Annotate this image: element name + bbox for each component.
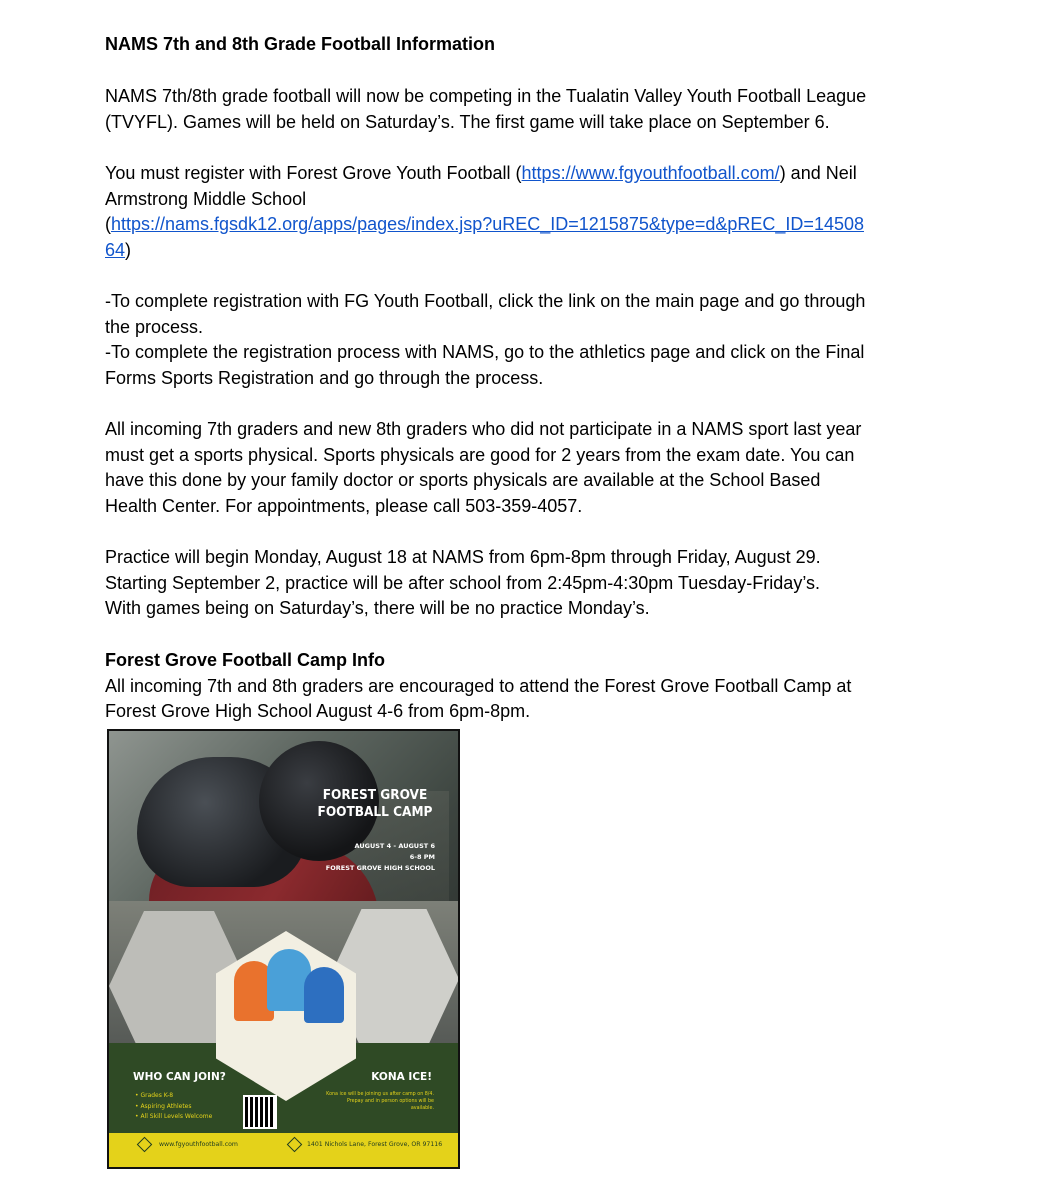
bullet-text: All Skill Levels Welcome [140,1113,213,1120]
flyer-date: AUGUST 4 - AUGUST 6 [354,842,435,850]
register-text: You must register with Forest Grove Youth Football ( [105,163,522,183]
fg-youth-football-link[interactable]: https://www.fgyouthfootball.com/ [521,163,780,183]
flyer-details [315,841,435,874]
flyer-address: 1401 Nichols Lane, Forest Grove, OR 97116 [307,1141,443,1148]
bullet-item: • Aspiring Athletes [135,1102,192,1110]
bullet-text: Grades K-8 [140,1092,174,1099]
physical-line-4: Health Center. For appointments, please call 503-359-4057. [105,495,583,516]
flyer-title-line-2: FOOTBALL CAMP [317,804,433,820]
camp-line-2: Forest Grove High School August 4-6 from 6pm-8pm. [105,701,531,721]
physical-line-1: All incoming 7th graders and new 8th graders who did not participate in a NAMS sport last year [105,419,862,439]
camp-flyer-image [107,729,460,1169]
flyer-location: FOREST GROVE HIGH SCHOOL [325,864,435,872]
camp-heading: Forest Grove Football Camp Info [105,650,386,670]
flyer-time: 6-8 PM [409,853,435,861]
practice-line-2: Starting September 2, practice will be after school from 2:45pm-4:30pm Tuesday-Friday’s. [105,572,820,593]
kona-ice-text: Kona ice will be joining us after camp on 8/4. Prepay and in person options will be available. [326,1092,434,1111]
nams-link-continued[interactable]: 64 [105,239,126,260]
who-can-join-heading: WHO CAN JOIN? [133,1071,226,1083]
qr-code-icon [243,1095,277,1129]
flyer-title-line-1: FOREST GROVE [322,787,428,803]
nams-link[interactable]: https://nams.fgsdk12.org/apps/pages/index.jsp?uREC_ID=1215875&type=d&pREC_ID=14508 [111,214,864,234]
intro-line-1: NAMS 7th/8th grade football will now be competing in the Tualatin Valley Youth Football League [105,86,867,106]
bullet-text: Aspiring Athletes [140,1102,192,1110]
register-text-end: ) and Neil [779,163,857,183]
camp-line-1: All incoming 7th and 8th graders are encouraged to attend the Forest Grove Football Camp at [105,675,852,696]
steps-line-4: Forms Sports Registration and go through the process. [105,367,544,388]
bullet-item: • Grades K-8 [135,1092,174,1099]
kona-ice-heading: KONA ICE! [371,1071,432,1083]
flyer-title [315,787,435,821]
practice-line-1: Practice will begin Monday, August 18 at NAMS from 6pm-8pm through Friday, August 29. [105,547,821,567]
paren-close: ) [125,239,132,260]
practice-line-3: With games being on Saturday’s, there will be no practice Monday’s. [105,598,650,618]
flyer-bullets [135,1091,212,1123]
steps-line-3: -To complete the registration process with NAMS, go to the athletics page and click on the Final [105,342,865,362]
register-line-1 [105,161,857,187]
bullet-item: • All Skill Levels Welcome [135,1113,213,1120]
register-line-2: Armstrong Middle School [105,188,307,209]
physical-line-2: must get a sports physical. Sports physicals are good for 2 years from the exam date. You can [105,444,855,465]
physical-line-3: have this done by your family doctor or sports physicals are available at the School Based [105,470,821,490]
paren-open: ( [105,214,111,234]
steps-line-1: -To complete registration with FG Youth Football, click the link on the main page and go through [105,291,866,311]
flyer-website: www.fgyouthfootball.com [159,1141,238,1148]
flyer-footer-bar [109,1133,458,1167]
register-line-3 [105,212,864,238]
intro-line-2: (TVYFL). Games will be held on Saturday’s. The first game will take place on September 6. [105,111,830,132]
steps-line-2: the process. [105,316,204,337]
page-title: NAMS 7th and 8th Grade Football Information [105,34,496,54]
shaved-ice-cup-icon-3 [304,967,344,1023]
register-line-4 [105,238,131,264]
